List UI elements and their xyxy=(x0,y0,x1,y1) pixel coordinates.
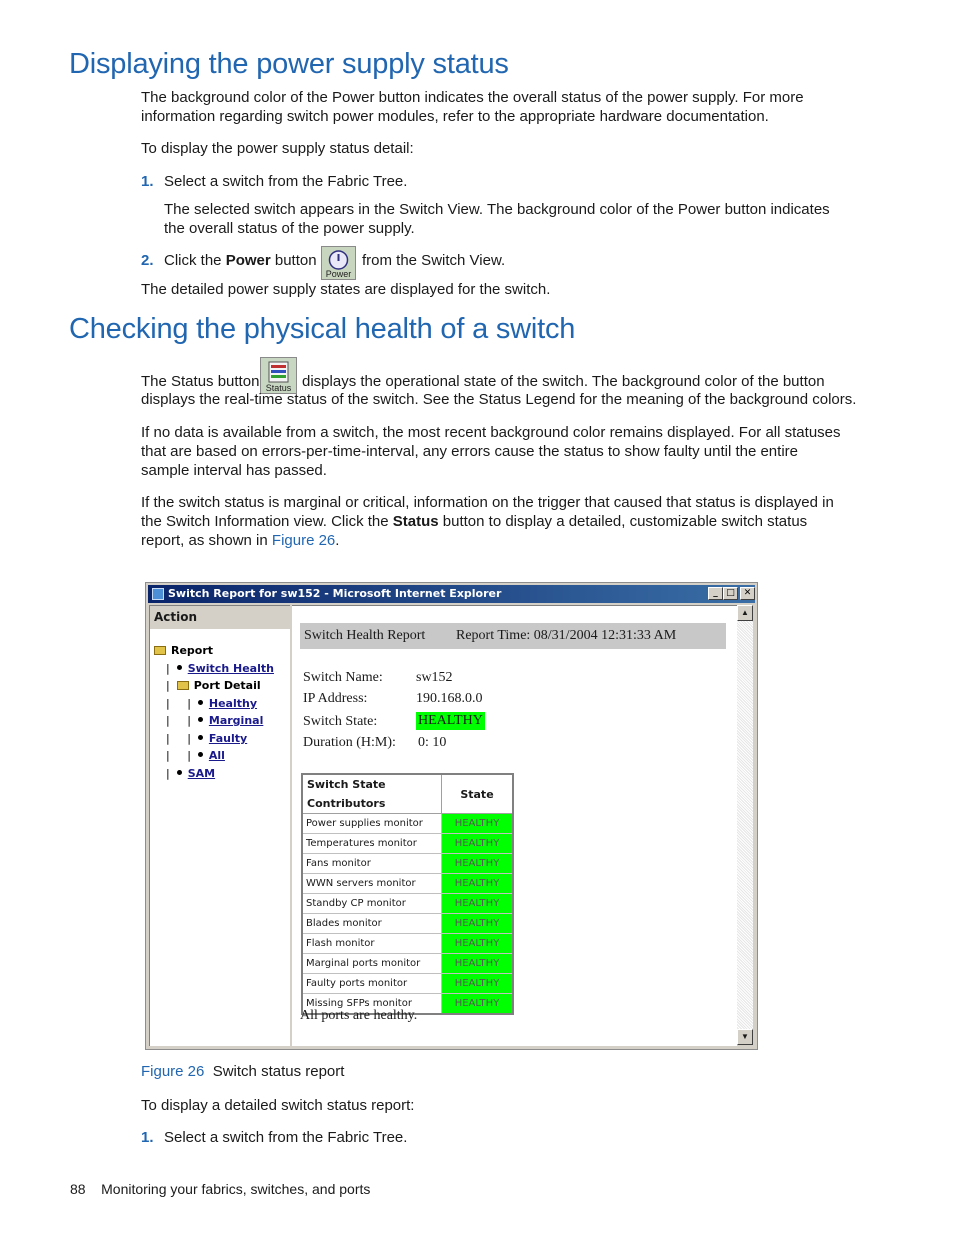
contributor-state: HEALTHY xyxy=(442,954,514,974)
scroll-up-button[interactable]: ▲ xyxy=(737,605,753,621)
scroll-down-button[interactable]: ▼ xyxy=(737,1029,753,1045)
ports-status-text: All ports are healthy. xyxy=(300,1008,418,1023)
table-row xyxy=(302,914,513,934)
column-header: State xyxy=(442,774,514,814)
table-row xyxy=(302,934,513,954)
status-intro-line2: displays the real-time status of the switch. See the Status Legend for the meaning of the background colors. xyxy=(141,391,857,408)
table-row xyxy=(302,854,513,874)
tree-sam[interactable]: | SAM xyxy=(166,767,216,780)
contributor-name: Fans monitor xyxy=(302,854,442,874)
contributor-state: HEALTHY xyxy=(442,814,514,834)
marginal-status-paragraph xyxy=(141,493,849,550)
column-header: Switch State Contributors xyxy=(302,774,442,814)
step-text-pre: Click the xyxy=(164,252,226,269)
window-title: Switch Report for sw152 - Microsoft Internet Explorer xyxy=(168,587,502,600)
report-instruction-paragraph: To display a detailed switch status report: xyxy=(141,1097,415,1114)
table-row xyxy=(302,874,513,894)
switch-state-label: Switch State: xyxy=(303,714,378,729)
step-text-bold: Power xyxy=(225,252,271,269)
text-mid: button to display a detailed, customizable switch status report, as shown in xyxy=(141,513,808,549)
tree-label: Report xyxy=(171,644,214,657)
power-instruction-paragraph: To display the power supply status detail: xyxy=(141,140,414,157)
tree-switch-health[interactable]: | Switch Health xyxy=(166,662,274,675)
text-bold: Status xyxy=(392,513,439,530)
step-text: Select a switch from the Fabric Tree. xyxy=(164,173,408,190)
tree-healthy[interactable]: | | Healthy xyxy=(166,697,258,710)
switch-report-window xyxy=(145,582,758,1050)
bullet-icon xyxy=(198,752,203,757)
faulty-link[interactable]: Faulty xyxy=(208,732,248,745)
table-row xyxy=(302,894,513,914)
contributor-state: HEALTHY xyxy=(442,834,514,854)
tree-faulty[interactable]: | | Faulty xyxy=(166,732,248,745)
contributor-name: Blades monitor xyxy=(302,914,442,934)
switch-state-value: HEALTHY xyxy=(418,713,483,728)
page-number: 88 xyxy=(70,1181,86,1197)
status-list-icon xyxy=(261,359,296,385)
switch-name-label: Switch Name: xyxy=(303,670,383,685)
report-title: Switch Health Report xyxy=(304,628,426,643)
healthy-link[interactable]: Healthy xyxy=(208,697,258,710)
figure-caption xyxy=(141,1062,344,1081)
bullet-icon xyxy=(198,700,203,705)
contributor-name: Missing SFPs monitor xyxy=(302,994,442,1015)
contributor-state: HEALTHY xyxy=(442,874,514,894)
text-pre: If the switch status is marginal or critical, information on the trigger that caused that status is displayed in the Switch Information view. Click the xyxy=(141,494,834,530)
maximize-button[interactable]: □ xyxy=(723,587,738,600)
tree-all[interactable]: | | All xyxy=(166,749,225,762)
switch-name-value: sw152 xyxy=(416,670,453,685)
no-data-paragraph: If no data is available from a switch, the most recent background color remains displayed. For all statuses that are based on errors-per-time-interval, any errors cause the status to show faulty until the entire sample interval has passed. xyxy=(141,424,841,479)
contributor-state: HEALTHY xyxy=(442,854,514,874)
contributor-name: Temperatures monitor xyxy=(302,834,442,854)
contributor-state: HEALTHY xyxy=(442,914,514,934)
marginal-link[interactable]: Marginal xyxy=(208,714,264,727)
step-number: 1. xyxy=(141,1129,154,1146)
window-titlebar[interactable] xyxy=(148,585,755,603)
step-text: Select a switch from the Fabric Tree. xyxy=(164,1129,408,1146)
ip-address-value: 190.168.0.0 xyxy=(416,691,483,706)
switch-health-link[interactable]: Switch Health xyxy=(187,662,274,675)
step-number: 2. xyxy=(141,252,154,269)
power-step-1-detail: The selected switch appears in the Switch View. The background color of the Power button indicates the overall status of the power supply. xyxy=(164,201,830,237)
contributor-name: Standby CP monitor xyxy=(302,894,442,914)
text-end: . xyxy=(335,532,340,549)
ip-address-label: IP Address: xyxy=(303,691,368,706)
table-header-row xyxy=(302,774,513,814)
figure-title: Switch status report xyxy=(212,1063,345,1080)
table-row xyxy=(302,834,513,854)
tree-label: Port Detail xyxy=(193,679,261,692)
table-row xyxy=(302,814,513,834)
power-step-2-text xyxy=(164,251,317,270)
tree-report[interactable] xyxy=(154,644,213,658)
duration-label: Duration (H:M): xyxy=(303,735,396,750)
figure-26-link[interactable]: Figure 26 xyxy=(271,532,336,549)
duration-value: 0: 10 xyxy=(418,735,447,750)
power-button-icon xyxy=(321,246,356,280)
bullet-icon xyxy=(198,717,203,722)
all-link[interactable]: All xyxy=(208,749,225,762)
page-footer xyxy=(70,1180,370,1199)
contributor-state: HEALTHY xyxy=(442,894,514,914)
contributor-name: Power supplies monitor xyxy=(302,814,442,834)
report-step-1 xyxy=(141,1128,408,1147)
report-header-bar xyxy=(300,623,726,649)
power-step-1 xyxy=(141,172,408,191)
contributors-table xyxy=(301,773,514,1015)
action-pane xyxy=(149,605,290,1046)
contributor-name: WWN servers monitor xyxy=(302,874,442,894)
minimize-button[interactable]: _ xyxy=(708,587,723,600)
report-time: Report Time: 08/31/2004 12:31:33 AM xyxy=(456,628,677,643)
bullet-icon xyxy=(177,770,182,775)
contributor-name: Faulty ports monitor xyxy=(302,974,442,994)
bullet-icon xyxy=(177,665,182,670)
tree-port-detail[interactable]: | Port Detail xyxy=(166,679,261,692)
contributor-state: HEALTHY xyxy=(442,934,514,954)
power-result-paragraph: The detailed power supply states are displayed for the switch. xyxy=(141,281,551,298)
contributor-state: HEALTHY xyxy=(442,974,514,994)
icon-caption: Power xyxy=(325,269,352,279)
section-heading-power-supply: Displaying the power supply status xyxy=(69,48,509,80)
ie-icon xyxy=(152,588,164,600)
power-step-2-post: from the Switch View. xyxy=(362,252,506,269)
step-number: 1. xyxy=(141,173,154,190)
contributor-name: Marginal ports monitor xyxy=(302,954,442,974)
action-header: Action xyxy=(150,606,290,629)
vertical-scrollbar[interactable] xyxy=(737,605,753,1045)
status-intro-line1-pre: The Status button xyxy=(141,373,260,390)
contributor-state: HEALTHY xyxy=(442,994,514,1015)
folder-icon xyxy=(177,681,189,690)
figure-label: Figure 26 xyxy=(141,1063,205,1080)
close-button[interactable]: ✕ xyxy=(740,587,755,600)
folder-icon xyxy=(154,646,166,655)
status-intro-line1-post: displays the operational state of the switch. The background color of the button xyxy=(302,373,825,390)
power-intro-paragraph: The background color of the Power button indicates the overall status of the power supply. For more information regarding switch power modules, refer to the appropriate hardware documentation. xyxy=(141,89,804,125)
tree-marginal[interactable]: | | Marginal xyxy=(166,714,264,727)
status-button-icon xyxy=(260,357,297,394)
table-row xyxy=(302,954,513,974)
section-heading-physical-health: Checking the physical health of a switch xyxy=(69,313,576,345)
sam-link[interactable]: SAM xyxy=(187,767,216,780)
bullet-icon xyxy=(198,735,203,740)
footer-text: Monitoring your fabrics, switches, and ports xyxy=(101,1181,371,1197)
contributor-name: Flash monitor xyxy=(302,934,442,954)
icon-caption: Status xyxy=(265,383,292,393)
step-text-mid: button xyxy=(270,252,317,269)
power-step-2 xyxy=(141,251,154,270)
table-row xyxy=(302,974,513,994)
